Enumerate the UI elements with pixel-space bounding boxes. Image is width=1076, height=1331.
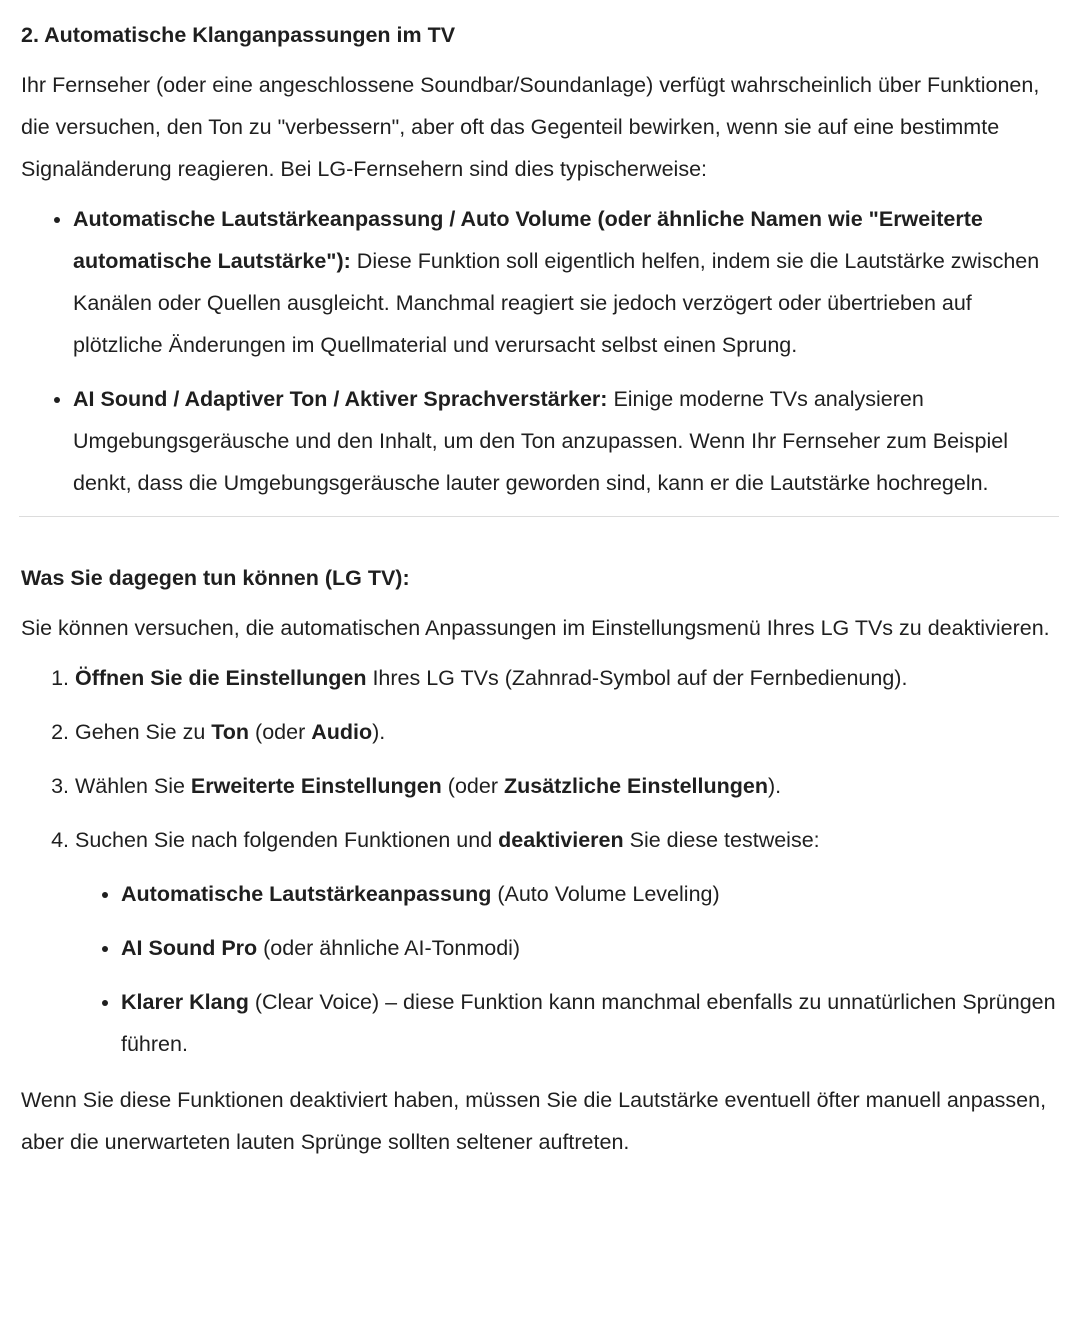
step-bold: Audio — [311, 720, 373, 744]
response-content — [21, 14, 1061, 1163]
section-heading: 2. Automatische Klanganpassungen im TV — [21, 23, 456, 47]
step-bold: Öffnen Sie die Einstellungen — [75, 666, 367, 690]
intro-paragraph: Sie können versuchen, die automatischen Anpassungen im Einstellungsmenü Ihres LG TVs zu deaktivieren. — [21, 616, 1050, 640]
intro-paragraph: Ihr Fernseher (oder eine angeschlossene Soundbar/Soundanlage) verfügt wahrscheinlich über Funktionen, die versuchen, den Ton zu "verbessern", aber oft das Gegenteil bewirken, wenn sie auf eine bestimmte Signaländerung reagieren. Bei LG-Fernsehern sind dies typischerweise: — [21, 73, 1040, 181]
step-text: Gehen Sie zu — [75, 720, 212, 744]
step-item — [75, 765, 1061, 807]
step-item — [75, 657, 1061, 699]
step-bold: Zusätzliche Einstellungen — [503, 774, 768, 798]
step-text: (oder — [249, 720, 312, 744]
list-item — [73, 378, 1061, 504]
feature-list — [21, 198, 1061, 504]
step-bold: deaktivieren — [498, 828, 624, 852]
item-title: Automatische Lautstärkeanpassung / Auto Volume (oder ähnliche Namen wie "Erweiterte automatische Lautstärke"): — [73, 207, 983, 273]
item-title: AI Sound Pro — [121, 936, 258, 960]
list-item — [73, 198, 1061, 366]
item-text: (Clear Voice) – diese Funktion kann manchmal ebenfalls zu unnatürlichen Sprüngen führen. — [121, 990, 1056, 1056]
section-heading: Was Sie dagegen tun können (LG TV): — [21, 566, 410, 590]
divider — [19, 516, 1059, 517]
step-item — [75, 711, 1061, 753]
item-text: (Auto Volume Leveling) — [491, 882, 720, 906]
item-text: Diese Funktion soll eigentlich helfen, indem sie die Lautstärke zwischen Kanälen oder Quellen ausgleicht. Manchmal reagiert sie jedoch verzögert oder übertrieben auf plötzliche Änderungen im Quellmaterial und verursacht selbst einen Sprung. — [73, 249, 1040, 357]
step-text: (oder — [441, 774, 504, 798]
item-title: Automatische Lautstärkeanpassung — [121, 882, 492, 906]
step-text: Wählen Sie — [75, 774, 191, 798]
item-title: AI Sound / Adaptiver Ton / Aktiver Sprachverstärker: — [73, 387, 608, 411]
item-text: Einige moderne TVs analysieren Umgebungsgeräusche und den Inhalt, um den Ton anzupassen. Wenn Ihr Fernseher zum Beispiel denkt, dass die Umgebungsgeräusche lauter geworden sind, kann er die Lautstärke hochregeln. — [73, 387, 1009, 495]
step-text: Suchen Sie nach folgenden Funktionen und — [75, 828, 499, 852]
conclusion-paragraph: Wenn Sie diese Funktionen deaktiviert haben, müssen Sie die Lautstärke eventuell öfter manuell anpassen, aber die unerwarteten lauten Sprünge sollten seltener auftreten. — [21, 1088, 1047, 1154]
setting-list — [75, 873, 1061, 1065]
step-bold: Ton — [211, 720, 250, 744]
list-item — [121, 873, 1061, 915]
list-item — [121, 981, 1061, 1065]
list-item — [121, 927, 1061, 969]
step-text: Sie diese testweise: — [623, 828, 820, 852]
step-bold: Erweiterte Einstellungen — [190, 774, 442, 798]
step-text: ). — [372, 720, 386, 744]
item-text: (oder ähnliche AI-Tonmodi) — [257, 936, 521, 960]
steps-list — [21, 657, 1061, 1065]
step-text: ). — [767, 774, 782, 798]
step-text: Ihres LG TVs (Zahnrad-Symbol auf der Fernbedienung). — [366, 666, 908, 690]
item-title: Klarer Klang — [121, 990, 249, 1014]
step-item — [75, 819, 1061, 1065]
